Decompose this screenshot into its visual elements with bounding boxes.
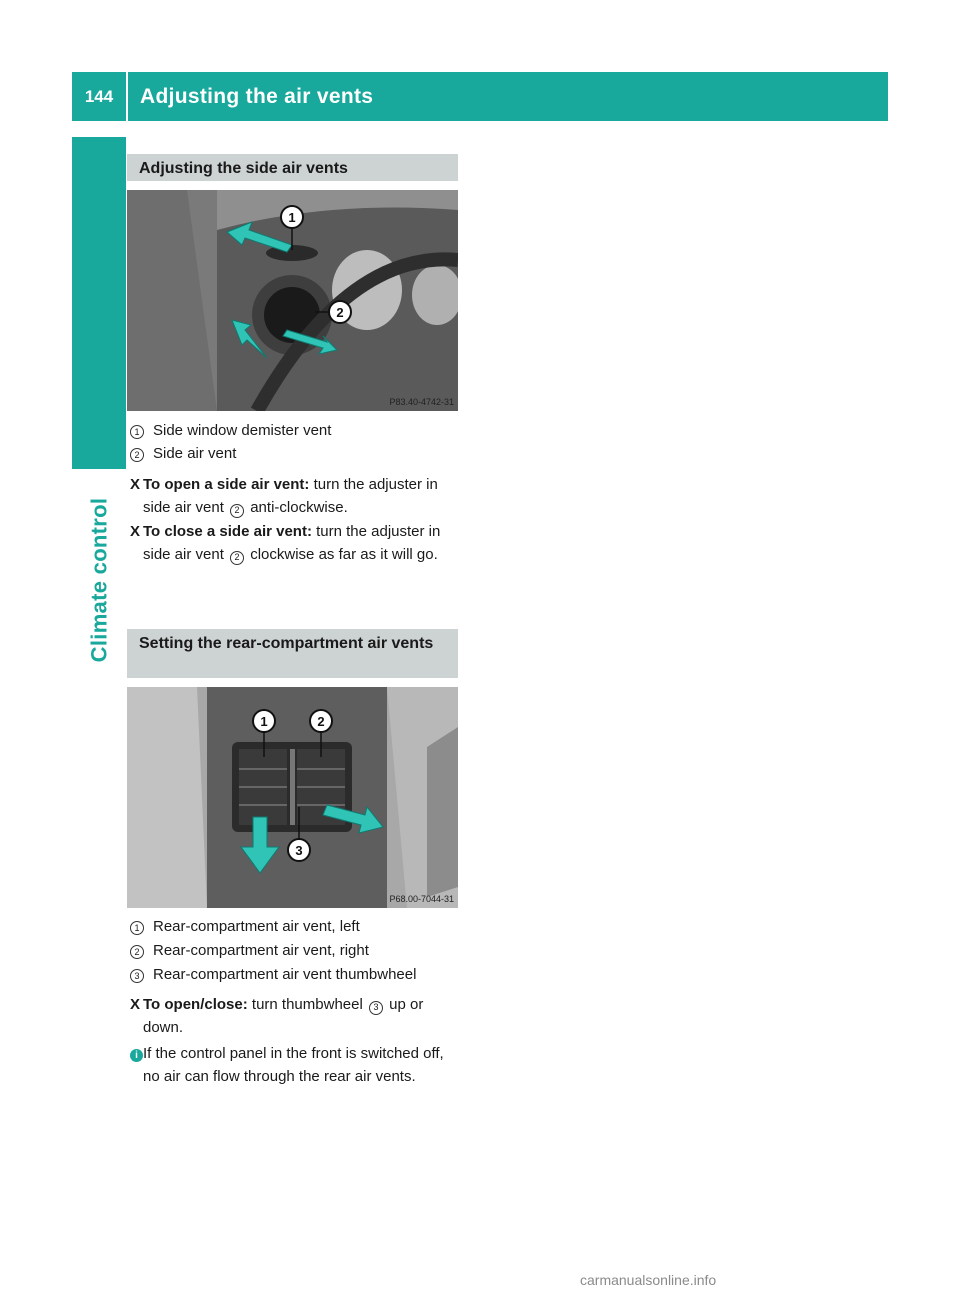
legend-item: 2 Side air vent	[130, 444, 460, 464]
instruction-step: X To open/close: turn thumbwheel 3 up or down.	[130, 993, 460, 1039]
legend-item: 1 Rear-compartment air vent, left	[130, 917, 460, 937]
callout-3: 3	[295, 843, 303, 858]
instruction-step: X To open a side air vent: turn the adjuster in side air vent 2 anti-clockwise.	[130, 473, 460, 519]
section-heading-side-vents: Adjusting the side air vents	[127, 154, 458, 181]
step-arrow-icon: X	[130, 996, 141, 1013]
info-icon: i	[130, 1049, 143, 1062]
callout-1: 1	[288, 210, 296, 225]
figure-side-air-vents	[127, 190, 458, 411]
figure-code: P83.40-4742-31	[389, 397, 454, 407]
step-arrow-icon: X	[130, 476, 141, 493]
figure-rear-air-vents	[127, 687, 458, 908]
callout-2: 2	[336, 305, 344, 320]
section-heading-rear-vents: Setting the rear-compartment air vents	[127, 629, 458, 678]
step-arrow-icon: X	[130, 523, 141, 540]
callout-1: 1	[260, 714, 268, 729]
side-tab-label: Climate control	[86, 497, 112, 663]
page-title: Adjusting the air vents	[128, 72, 888, 121]
callout-2: 2	[317, 714, 325, 729]
info-note: i If the control panel in the front is switched off, no air can flow through the rear air vents.	[130, 1042, 460, 1088]
page-number: 144	[72, 72, 126, 121]
legend-item: 1 Side window demister vent	[130, 421, 460, 441]
legend-item: 3 Rear-compartment air vent thumbwheel	[130, 965, 460, 985]
instruction-step: X To close a side air vent: turn the adjuster in side air vent 2 clockwise as far as it will go.	[130, 520, 460, 566]
figure-code: P68.00-7044-31	[389, 894, 454, 904]
legend-item: 2 Rear-compartment air vent, right	[130, 941, 460, 961]
watermark: carmanualsonline.info	[580, 1272, 717, 1288]
side-tab-marker	[72, 137, 126, 469]
